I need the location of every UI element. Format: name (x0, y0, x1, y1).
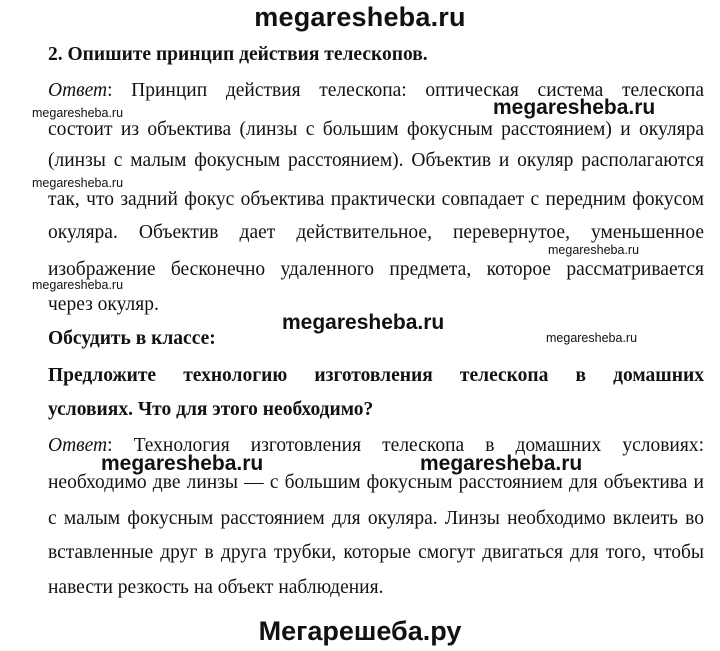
watermark-small: megaresheba.ru (32, 106, 124, 120)
discuss-answer-line-3: с малым фокусным расстоянием для окуляра. Линзы необходимо вклеить во (48, 508, 704, 529)
discuss-question-line-1: Предложите технологию изготовления телескопа в домашних (48, 365, 704, 386)
discuss-answer-line-5: навести резкость на объект наблюдения. (48, 577, 384, 598)
discuss-answer-line-4: вставленные друг в друга трубки, которые смогут двигаться для того, чтобы (48, 542, 704, 563)
site-header: megaresheba.ru (254, 2, 466, 32)
answer-line-1: Ответ: Принцип действия телескопа: оптическая система телескопа (48, 80, 704, 101)
watermark-small: megaresheba.ru (546, 331, 638, 345)
watermark-small: megaresheba.ru (548, 243, 640, 257)
discuss-question-line-2: условиях. Что для этого необходимо? (48, 399, 374, 420)
discuss-answer-line-2: необходимо две линзы — с большим фокусным расстоянием для объектива и (48, 472, 704, 493)
answer-line-6: изображение бесконечно удаленного предмета, которое рассматривается (48, 259, 704, 280)
watermark-big: megaresheba.ru (493, 96, 656, 119)
site-footer: Мегарешеба.ру (258, 616, 462, 646)
discuss-answer-line-1: Ответ: Технология изготовления телескопа в домашних условиях: (48, 435, 704, 456)
answer-line-3: (линзы с малым фокусным расстоянием). Объектив и окуляр располагаются (48, 150, 704, 171)
answer-label: Ответ (48, 80, 108, 101)
discuss-answer-label: Ответ (48, 435, 108, 456)
watermark-small: megaresheba.ru (32, 176, 124, 190)
watermark-big: megaresheba.ru (282, 311, 445, 334)
answer-line-5: окуляра. Объектив дает действительное, перевернутое, уменьшенное (48, 222, 704, 243)
watermark-small: megaresheba.ru (32, 278, 124, 292)
answer-line-4: так, что задний фокус объектива практически совпадает с передним фокусом (48, 189, 704, 210)
watermark-big: megaresheba.ru (420, 452, 583, 475)
answer-line-2: состоит из объектива (линзы с большим фокусным расстоянием) и окуляра (48, 119, 704, 140)
watermark-big: megaresheba.ru (101, 452, 264, 475)
discuss-heading: Обсудить в классе: (48, 328, 216, 349)
answer-line-7: через окуляр. (48, 294, 159, 315)
question-title: 2. Опишите принцип действия телескопов. (48, 44, 428, 65)
